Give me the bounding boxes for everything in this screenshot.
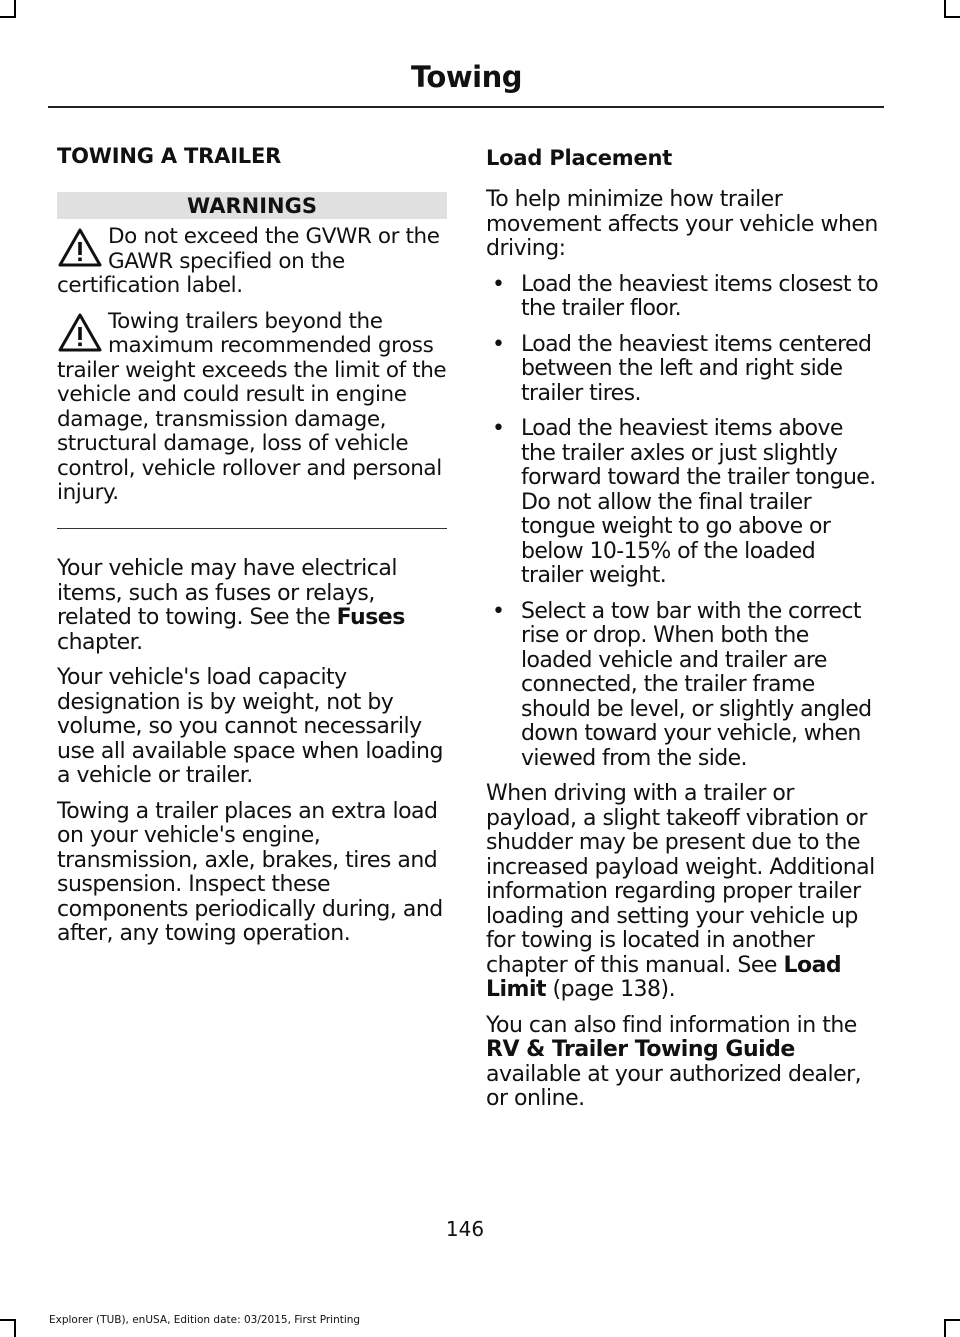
bullet-list [486,273,882,772]
list-item [486,417,882,589]
bullet-icon: • [492,598,505,624]
crop-mark [944,1319,946,1337]
warning-triangle-icon [57,225,103,271]
warnings-header: WARNINGS [57,192,447,219]
header-divider [48,106,884,108]
paragraph-text: When driving with a trailer or payload, a slight takeoff vibration or shudder may be present due to the increased payload weight. Additional information regarding proper trailer loading and setting your vehicle up for towing is located in another chapter of this manual. See [486,781,875,978]
list-item-text: Load the heaviest items closest to the trailer floor. [521,271,879,321]
paragraph: Your vehicle's load capacity designation is by weight, not by volume, so you cannot necessarily use all available space when loading a vehicle or trailer. [57,665,443,788]
footer-edition-info: Explorer (TUB), enUSA, Edition date: 03/2015, First Printing [49,1314,361,1326]
crop-mark [0,1319,16,1321]
bullet-icon: • [492,271,505,297]
section-title: TOWING A TRAILER [57,144,282,168]
list-item [486,273,882,322]
paragraph: Towing a trailer places an extra load on your vehicle's engine, transmission, axle, brakes, tires and suspension. Inspect these components periodically during, and after, any towing operation. [57,798,443,946]
paragraph: To help minimize how trailer movement affects your vehicle when driving: [486,187,878,261]
page-header-title: Towing [411,60,522,94]
bullet-icon: • [492,331,505,357]
paragraph-text: (page 138). [546,977,676,1002]
list-item-text: Load the heaviest items above the trailer axles or just slightly forward toward the trailer tongue. Do not allow the final trailer tongue weight to go above or below 10-15% of the loaded trailer weight. [521,416,876,588]
page-number: 146 [445,1217,485,1241]
warning-text: Do not exceed the GVWR or the GAWR specified on the certification label. [57,224,440,298]
left-column [57,144,447,958]
right-column [486,144,882,1123]
paragraph-text: You can also find information in the [486,1012,857,1038]
paragraph [486,1014,882,1112]
load-limit-reference: Load Limit [486,952,842,1002]
section-title: Load Placement [486,146,673,170]
crop-mark [944,1319,960,1321]
list-item-text: Select a tow bar with the correct rise or drop. When both the loaded vehicle and trailer are connected, the trailer frame should be level, or slightly angled down toward your vehicle, when viewed from the side. [521,598,872,771]
warning-text: Towing trailers beyond the maximum recommended gross trailer weight exceeds the limit of the vehicle and could result in engine damage, transmission damage, structural damage, loss of vehicle control, vehicle rollover and personal injury. [57,308,447,505]
list-item-text: Load the heaviest items centered between the left and right side trailer tires. [521,331,872,406]
warning-item [57,225,447,299]
warning-item [57,310,447,506]
paragraph [486,782,882,1003]
paragraph-text: available at your authorized dealer, or online. [486,1061,862,1111]
paragraph [57,557,447,655]
fuses-reference: Fuses [336,605,405,630]
list-item [486,333,882,407]
crop-mark [0,16,16,18]
warnings-divider [57,528,447,530]
bullet-icon: • [492,416,505,441]
towing-guide-reference: RV & Trailer Towing Guide [486,1037,795,1062]
warning-triangle-icon [57,310,103,356]
crop-mark [14,1319,16,1337]
paragraph-text: Your vehicle may have electrical items, such as fuses or relays, related to towing. See the [57,556,397,630]
crop-mark [944,16,960,18]
list-item [486,600,882,772]
paragraph-text: chapter. [57,629,143,655]
